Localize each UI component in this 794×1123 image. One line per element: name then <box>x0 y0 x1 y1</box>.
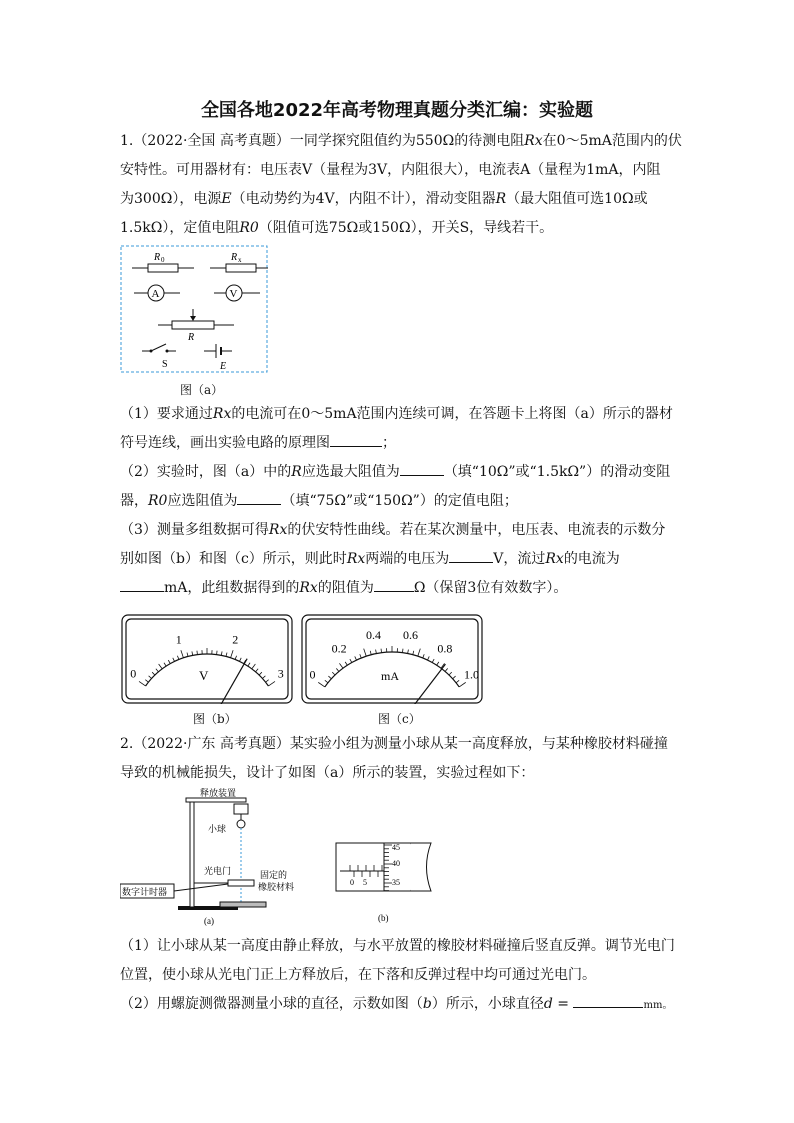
rheostat <box>172 321 214 329</box>
resistor-r0 <box>148 264 178 272</box>
figure-c-caption: 图（c） <box>378 712 421 726</box>
ammeter-tick <box>381 649 382 653</box>
slider-arrow-icon <box>190 316 196 321</box>
release-label: 释放装置 <box>200 788 237 798</box>
figure-b-caption: 图（b） <box>193 712 237 726</box>
q1-stem: 1.（2022·全国 高考真题）一同学探究阻值约为550Ω的待测电阻Rx在0～5mA范围内的伏 安特性。可用器材有：电压表V（量程为3V，内阻很大），电流表A（量程为1mA，内阻 为300Ω），电源E（电动势约为4V，内阻不计），滑动变阻器R（最大阻值可选10Ω或 1.5kΩ），定值电阻R0（阻值可选75Ω或150Ω），开关S，导线若干。 <box>120 133 682 236</box>
answer-blank-circuit[interactable] <box>330 432 382 447</box>
ammeter-label: A <box>151 288 160 300</box>
ammeter-scale-label: 0.8 <box>437 641 453 656</box>
rx-sub: x <box>238 256 242 264</box>
voltmeter-tick <box>217 651 218 655</box>
rx-label: R <box>231 252 238 263</box>
timer-label: 数字计时器 <box>122 887 168 897</box>
answer-blank-voltage[interactable] <box>449 548 493 563</box>
q1-subquestions: （1）要求通过Rx的电流可在0～5mA范围内连续可调，在答题卡上将图（a）所示的器材 符号连线，画出实验电路的原理图 ； （2）实验时，图（a）中的R应选最大阻值为 （填“10Ω”或“1.5kΩ”）的滑动变阻 器，R0应选阻值为 （填“75Ω”或“150Ω”）的定值电阻； （3）测量多组数据可得Rx的伏安特性曲线。若在某次测量中，电压表、电流表的示数分 别如图（b）和图（c）所示，则此时Rx两端的电压为 V，流过Rx的电流为 mA，此组数据得到的Rx的阻值为 Ω（保留3位有效数字）。 <box>120 406 673 596</box>
ammeter-scale-label: 0 <box>309 667 316 682</box>
r0-sub: 0 <box>161 256 165 264</box>
thimble-label-35: 35 <box>392 878 400 887</box>
voltmeter-tick <box>197 651 198 655</box>
drop-apparatus-figure <box>120 786 310 926</box>
ammeter-dial <box>301 614 483 704</box>
ammeter-scale-label: 0.4 <box>365 627 381 642</box>
battery-label: E <box>220 361 227 372</box>
q2-subquestions: （1）让小球从某一高度由静止释放，与水平放置的橡胶材料碰撞后竖直反弹。调节光电门 位置，使小球从光电门正上方释放后，在下落和反弹过程中均可通过光电门。 （2）用螺旋测微器测量小球的直径，示数如图（b）所示，小球直径d = mm。 <box>120 938 675 1012</box>
voltmeter-scale-label: 3 <box>277 666 284 681</box>
rubber-material <box>220 902 266 907</box>
switch-icon <box>151 344 166 351</box>
switch-label: S <box>162 359 168 370</box>
answer-blank-diameter[interactable] <box>573 993 643 1008</box>
ball-icon <box>237 820 245 828</box>
q2-stem: 2.（2022·广东 高考真题）某实验小组为测量小球从某一高度释放，与某种橡胶材料碰撞 导致的机械能损失，设计了如图（a）所示的装置，实验过程如下： <box>120 736 668 781</box>
voltmeter-scale-label: 1 <box>175 632 182 647</box>
answer-blank-resistance[interactable] <box>374 577 414 592</box>
rubber-label-2: 橡胶材料 <box>258 882 295 892</box>
figure-a-caption: 图（a） <box>180 383 224 397</box>
gate-label: 光电门 <box>204 866 232 876</box>
sleeve-label-0: 0 <box>350 878 354 887</box>
answer-blank-current[interactable] <box>120 577 164 592</box>
voltmeter-scale-label: 0 <box>130 666 137 681</box>
resistor-rx <box>226 264 256 272</box>
answer-blank-r0[interactable] <box>237 490 281 505</box>
page-title: 全国各地2022年高考物理真题分类汇编：实验题 <box>200 100 594 121</box>
voltmeter-dial <box>121 614 293 704</box>
photogate-icon <box>228 880 254 886</box>
answer-blank-rheostat[interactable] <box>400 461 444 476</box>
voltmeter-unit: V <box>199 668 209 683</box>
ammeter-scale-label: 0.2 <box>331 641 347 656</box>
ammeter-unit: mA <box>381 669 399 683</box>
voltmeter-scale-label: 2 <box>232 632 239 647</box>
thimble-label-45: 45 <box>392 843 400 852</box>
ammeter-scale-label: 0.6 <box>403 627 419 642</box>
micrometer-caption: (b) <box>378 913 389 923</box>
r0-label: R <box>154 252 161 263</box>
micrometer-figure <box>326 833 436 928</box>
voltmeter-label: V <box>229 288 238 300</box>
ammeter-tick <box>402 649 403 653</box>
sleeve-label-5: 5 <box>363 878 367 887</box>
ammeter-scale-label: 1.0 <box>463 667 479 682</box>
rheostat-label: R <box>188 332 195 343</box>
thimble-label-40: 40 <box>392 859 400 868</box>
apparatus-caption: (a) <box>204 916 214 926</box>
rubber-label-1: 固定的 <box>260 870 288 880</box>
ball-label: 小球 <box>208 824 227 834</box>
circuit-components-figure <box>120 245 270 375</box>
